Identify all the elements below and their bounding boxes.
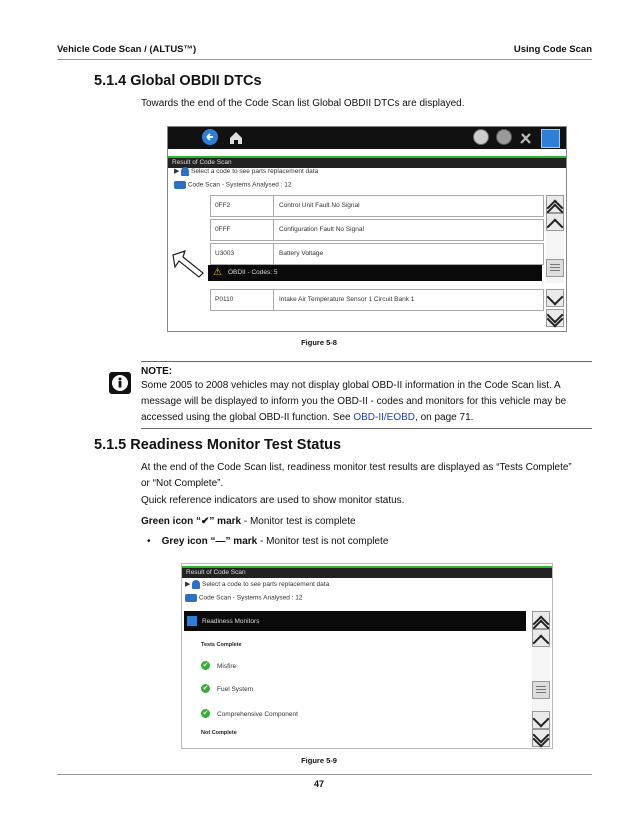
monitor-item: Fuel System [217,686,254,693]
toolbar [168,127,566,149]
result-header: Result of Code Scan [168,156,566,168]
callout-arrow-icon [171,249,207,279]
figure-5-9-screenshot [181,563,553,749]
section-intro-5-1-4: Towards the end of the Code Scan list Global OBDII DTCs are displayed. [141,98,465,109]
note-body [141,378,596,426]
section-title-5-1-4: 5.1.4 Global OBDII DTCs [94,73,262,89]
scrollbar-track[interactable] [532,647,550,711]
warning-icon: ⚠ [213,267,222,278]
systems-row [174,181,292,189]
figure-5-8-screenshot [167,126,567,332]
dtc-description: Battery Voltage [279,250,324,257]
note-line: message will be displayed to inform you the OBD-II - codes and monitors for this vehicle may be [141,396,567,407]
note-line [141,410,596,426]
check-icon: ✔ [202,685,209,692]
note-top-rule [141,361,592,362]
note-text: accessed using the global OBD-II function. See [141,412,354,423]
note-text: , on page 71. [415,412,474,423]
page-down-button[interactable] [546,309,564,327]
check-icon: ✔ [202,662,209,669]
obd-ii-eobd-link[interactable]: OBD-II/EOBD [353,412,416,423]
page-number: 47 [313,779,324,789]
dtc-code: U3003 [215,250,235,257]
not-complete-label: Not Complete [201,730,237,736]
grey-icon-line [147,534,388,550]
systems-text: Code Scan - Systems Analysed : 12 [198,594,303,602]
dtc-description: Control Unit Fault No Signal [279,202,360,209]
page-down-button[interactable] [532,729,550,747]
select-text: Select a code to see parts replacement data [191,168,319,176]
save-icon[interactable] [541,129,560,148]
bullet: • [147,536,162,547]
info-icon [109,372,131,394]
systems-text: Code Scan - Systems Analysed : 12 [187,181,292,189]
result-header: Result of Code Scan [182,566,552,578]
monitor-item: Misfire [217,663,237,670]
person-icon [192,580,200,589]
green-icon-desc: - Monitor test is complete [241,516,356,527]
select-row [174,167,318,176]
readiness-monitors-header[interactable] [184,611,526,631]
systems-row [185,594,303,602]
footer-rule [57,774,592,775]
check-icon: ✔ [202,710,209,717]
dtc-description: Intake Air Temperature Sensor 1 Circuit Bank 1 [279,296,415,303]
obdii-codes-label: OBDII - Codes: 5 [228,269,278,276]
note-label: NOTE: [141,366,173,377]
scroll-up-button[interactable] [532,629,550,647]
dtc-code: P0110 [215,296,234,303]
dtc-code: 0FF2 [215,202,231,209]
play-icon: ▶ [185,581,191,589]
green-icon-line [141,514,356,530]
gear-icon[interactable] [496,129,512,145]
dtc-code: 0FFF [215,226,231,233]
paragraph-line: or “Not Complete”. [141,478,224,489]
dtc-row[interactable] [210,243,544,265]
readiness-paragraph [141,460,572,492]
scroll-down-button[interactable] [546,289,564,307]
scroll-up-button[interactable] [546,213,564,231]
paragraph-line: At the end of the Code Scan list, readiness monitor test results are displayed as “Tests Complete” [141,462,572,473]
scrollbar-track[interactable] [546,231,564,283]
grey-icon-label: Grey icon “—” mark [161,536,258,547]
dtc-row[interactable] [210,195,544,217]
dtc-row[interactable] [210,289,544,311]
select-row [185,580,329,589]
running-header-left: Vehicle Code Scan / (ALTUS™) [57,44,197,55]
dtc-description: Configuration Fault No Signal [279,226,364,233]
car-icon [185,594,197,602]
page-up-button[interactable] [532,611,550,629]
running-header-right: Using Code Scan [513,44,592,55]
scrollbar-thumb[interactable] [546,259,564,277]
note-bottom-rule [141,428,592,429]
note-line: Some 2005 to 2008 vehicles may not display global OBD-II information in the Code Scan list. A [141,380,561,391]
header-rule [57,59,592,60]
person-icon [181,167,189,176]
obdii-codes-row[interactable] [208,265,542,281]
monitor-item: Comprehensive Component [217,711,298,718]
figure-5-9-caption: Figure 5-9 [301,756,337,765]
grey-icon-desc: - Monitor test is not complete [257,536,389,547]
scrollbar-thumb[interactable] [532,681,550,699]
quick-reference-text: Quick reference indicators are used to show monitor status. [141,495,405,506]
readiness-monitors-label: Readiness Monitors [202,618,260,625]
play-icon: ▶ [174,168,180,176]
back-icon[interactable] [202,129,218,145]
green-icon-label: Green icon “✔” mark [141,516,242,527]
car-icon [174,181,186,189]
tests-complete-label: Tests Complete [201,642,242,648]
list-icon [187,616,197,626]
dtc-row[interactable] [210,219,544,241]
tools-icon[interactable] [518,130,534,146]
home-icon[interactable] [228,130,244,146]
section-title-5-1-5: 5.1.5 Readiness Monitor Test Status [94,437,342,453]
figure-5-8-caption: Figure 5-8 [301,338,337,347]
vehicle-icon[interactable] [473,129,489,145]
page-up-button[interactable] [546,195,564,213]
select-text: Select a code to see parts replacement data [202,581,330,589]
